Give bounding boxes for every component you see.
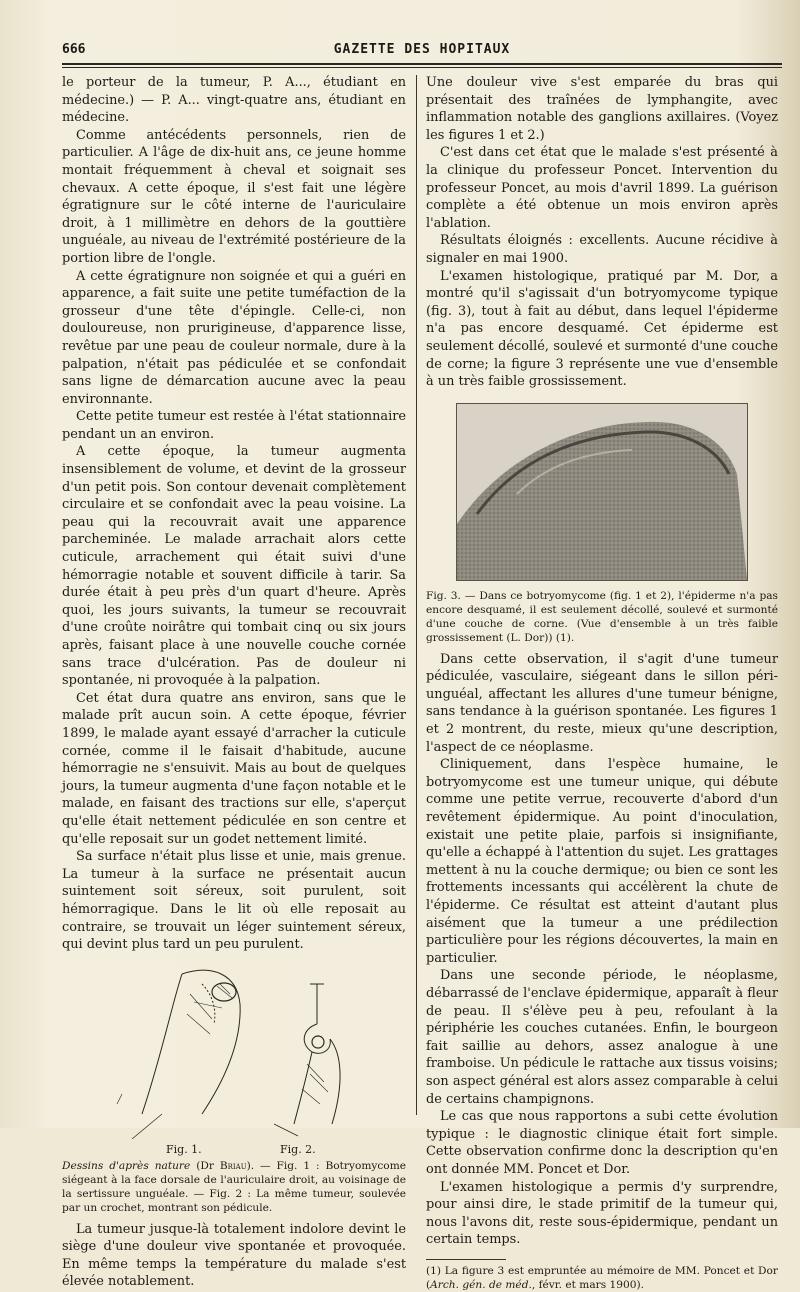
paragraph: Dans cette observation, il s'agit d'une tumeur pédiculée, vasculaire, siégeant dans le sillon péri-unguéal, affectant les allures d'une tumeur bénigne, sans tendance à la guérison spontanée. Les figures 1 et 2 montrent, du reste, mieux qu'une description, l'aspect de ce néoplasme.	[426, 651, 778, 755]
fig2-label: Fig. 2.	[280, 1142, 316, 1156]
footnote-text-b: , févr. et mars 1900).	[531, 1278, 644, 1291]
caption-author: Briau	[219, 1159, 247, 1172]
page-header	[62, 42, 782, 60]
finger-drawings	[62, 964, 406, 1139]
figure-labels	[62, 1141, 406, 1157]
footnote-text-a: (1) La figure 3 est empruntée au mémoire de MM. Poncet et Dor (	[426, 1264, 778, 1291]
figure-caption	[62, 1159, 406, 1215]
left-column	[62, 74, 406, 1291]
finger-sketch-svg	[62, 964, 406, 1139]
header-rule-thin	[62, 67, 782, 68]
fig1-label: Fig. 1.	[166, 1142, 202, 1156]
journal-title: GAZETTE DES HOPITAUX	[333, 42, 511, 57]
paragraph: Dans une seconde période, le néoplasme, débarrassé de l'enclave épidermique, apparaît à fleur de peau. Il s'élève peu à peu, refoulant à la périphérie les couches cutanées. Enfin, le bourgeon fait saillie au dehors, assez analogue à une framboise. Un pédicule le rattache aux tissus voisins; son aspect général est alors assez comparable à celui de certains champignons.	[426, 968, 778, 1107]
caption-italic: Dessins d'après nature	[62, 1159, 191, 1172]
paragraph: Sa surface n'était plus lisse et unie, mais grenue. La tumeur à la surface ne présentait aucun suintement soit séreux, soit purulent, soit hémorragique. Dans le lit où elle reposait au contraire, se trouvait un léger suintement séreux, qui devint plus tard un peu purulent.	[62, 849, 406, 953]
paragraph: A cette égratignure non soignée et qui a guéri en apparence, a fait suite une petite tuméfaction de la grosseur d'une tête d'épingle. Celle-ci, non douloureuse, non prurigineuse, d'apparence lisse, revêtue par une peau de couleur normale, dure à la palpation, n'était pas pédiculée et se confondait sans ligne de démarcation aucune avec la peau environnante.	[62, 268, 406, 407]
header-rule	[62, 63, 782, 65]
histology-photo-svg	[457, 404, 747, 580]
histology-photo	[456, 403, 748, 581]
paragraph: Résultats éloignés : excellents. Aucune récidive à signaler en mai 1900.	[426, 233, 778, 266]
paragraph: A cette époque, la tumeur augmenta insensiblement de volume, et devint de la grosseur d'un petit pois. Son contour devenait complètement circulaire et se confondait avec la peau voisine. La peau qui la recouvrait avait une apparence parcheminée. Le malade arrachait alors cette cuticule, arrachement qui était suivi d'une hémorragie notable et souvent difficile à tarir. Sa durée était à peu près d'un quart d'heure. Après quoi, les jours suivants, la tumeur se recouvrait d'une croûte noirâtre qui tombait cinq ou six jours après, faisant place à une nouvelle couche cornée sans trace d'ulcération. Pas de douleur ni spontanée, ni provoquée à la palpation.	[62, 444, 406, 689]
paragraph: Cette petite tumeur est restée à l'état stationnaire pendant un an environ.	[62, 409, 406, 442]
fig1-finger-sketch	[117, 970, 240, 1139]
paragraph: Le cas que nous rapportons a subi cette évolution typique : le diagnostic clinique était fort simple. Cette observation confirme donc la description qu'en ont donnée MM. Poncet et Dor.	[426, 1109, 778, 1177]
paragraph: L'examen histologique, pratiqué par M. Dor, a montré qu'il s'agissait d'un botryomycome typique (fig. 3), tout à fait au début, dans lequel l'épiderme n'a pas encore desquamé. Cet épiderme est seulement décollé, soulevé et surmonté d'une couche de corne; la figure 3 représente une vue d'ensemble à un très faible grossissement.	[426, 268, 778, 390]
column-divider	[416, 75, 417, 1115]
fig2-finger-sketch	[274, 984, 340, 1136]
page-number: 666	[62, 42, 86, 57]
fig3-caption: Fig. 3. — Dans ce botryomycome (fig. 1 et 2), l'épiderme n'a pas encore desquamé, il est seulement décollé, soulevé et surmonté d'une couche de corne. (Vue d'ensemble à un très faible grossissement (L. Dor)) (1).	[426, 589, 778, 644]
paragraph: Une douleur vive s'est emparée du bras qui présentait des traînées de lymphangite, avec inflammation notable des ganglions axillaires. (Voyez les figures 1 et 2.)	[426, 75, 778, 143]
caption-text-b: ). — Fig. 1 : Botryomycome siégeant à la face dorsale de l'auriculaire droit, au voisinage de la sertissure unguéale. — Fig. 2 : La même tumeur, soulevée par un crochet, montrant son pédicule.	[62, 1159, 407, 1214]
footnote-italic: Arch. gén. de méd.	[430, 1278, 532, 1291]
paragraph: Cliniquement, dans l'espèce humaine, le botryomycome est une tumeur unique, qui débute comme une petite verrue, recouverte d'abord d'un revêtement épidermique. Au point d'inoculation, existait une petite plaie, parfois si insignifiante, qu'elle a échappé à l'attention du sujet. Les grattages mettent à nu la couche dermique; ou bien ce sont les frottements incessants qui accélèrent la chute de l'épiderme. Ce résultat est atteint d'autant plus aisément que la tumeur a une prédilection particulière pour les régions découvertes, la main en particulier.	[426, 757, 778, 966]
footnote-rule	[426, 1259, 506, 1260]
footnote	[426, 1264, 778, 1292]
paragraph: L'examen histologique a permis d'y surprendre, pour ainsi dire, le stade primitif de la tumeur qui, nous l'avons dit, reste sous-épidermique, pendant un certain temps.	[426, 1179, 778, 1248]
paragraph: Cet état dura quatre ans environ, sans que le malade prît aucun soin. A cette époque, février 1899, le malade ayant essayé d'arracher la cuticule cornée, comme il le faisait d'habitude, aucune hémorragie ne s'ensuivit. Mais au bout de quelques jours, la tumeur augmenta d'une façon notable et le malade, en faisant des tractions sur elle, s'aperçut qu'elle était nettement pédiculée en son centre et qu'elle reposait sur un godet nettement limité.	[62, 690, 406, 847]
paragraph: La tumeur jusque-là totalement indolore devint le siège d'une douleur vive spontanée et provoquée. En même temps la température du malade s'est élevée notablement.	[62, 1221, 406, 1290]
caption-text-a: (Dr	[196, 1159, 220, 1172]
right-column	[426, 74, 778, 1292]
paragraph: C'est dans cet état que le malade s'est présenté à la clinique du professeur Poncet. Intervention du professeur Poncet, au mois d'avril 1899. La guérison complète a été obtenue un mois environ après l'ablation.	[426, 145, 778, 231]
paragraph: Comme antécédents personnels, rien de particulier. A l'âge de dix-huit ans, ce jeune homme montait fréquemment à cheval et soignait ses chevaux. A cette époque, il s'est fait une légère égratignure sur le côté interne de l'auriculaire droit, à 1 millimètre en dehors de la gouttière unguéale, au niveau de l'extrémité postérieure de la portion libre de l'ongle.	[62, 127, 406, 266]
paragraph: le porteur de la tumeur, P. A..., étudiant en médecine.) — P. A... vingt-quatre ans, étudiant en médecine.	[62, 75, 406, 126]
